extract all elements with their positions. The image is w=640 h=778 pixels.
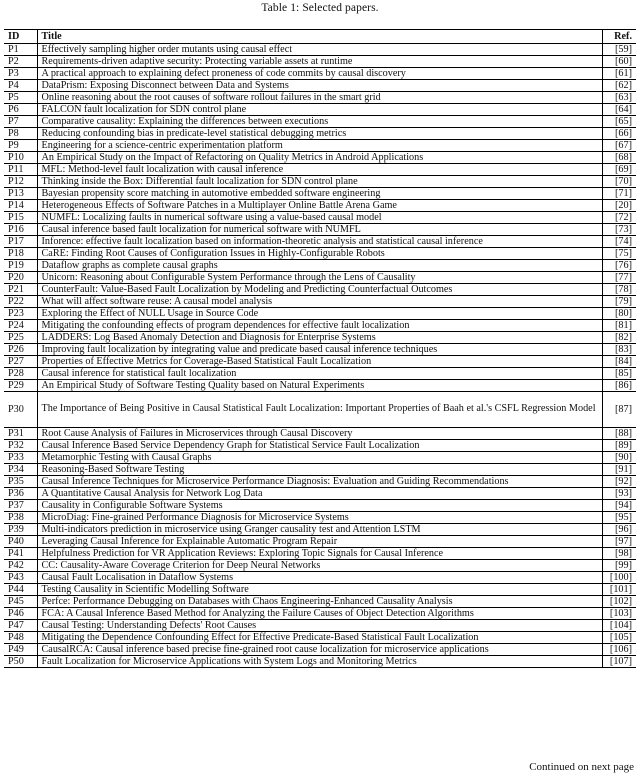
cell-title: Online reasoning about the root causes of software rollout failures in the smart grid: [37, 92, 602, 104]
table-row: [4, 140, 636, 152]
cell-id: P33: [4, 451, 37, 463]
table-row: [4, 80, 636, 92]
cell-id: P9: [4, 140, 37, 152]
cell-title: Reasoning-Based Software Testing: [37, 463, 602, 475]
cell-ref: [99]: [602, 559, 636, 571]
cell-ref: [100]: [602, 571, 636, 583]
cell-ref: [69]: [602, 164, 636, 176]
cell-id: P34: [4, 463, 37, 475]
table-row: [4, 260, 636, 272]
table-row: [4, 392, 636, 428]
cell-title: Testing Causality in Scientific Modelling Software: [37, 583, 602, 595]
cell-title: An Empirical Study of Software Testing Quality based on Natural Experiments: [37, 380, 602, 392]
table-row: [4, 152, 636, 164]
cell-title: Reducing confounding bias in predicate-level statistical debugging metrics: [37, 128, 602, 140]
continued-note: Continued on next page: [529, 761, 634, 773]
cell-ref: [67]: [602, 140, 636, 152]
cell-id: P22: [4, 296, 37, 308]
cell-id: P38: [4, 511, 37, 523]
cell-ref: [107]: [602, 655, 636, 667]
cell-ref: [65]: [602, 116, 636, 128]
table-caption: Table 1: Selected papers.: [261, 2, 379, 14]
cell-ref: [61]: [602, 68, 636, 80]
cell-ref: [83]: [602, 344, 636, 356]
table-row: [4, 643, 636, 655]
table-row: [4, 236, 636, 248]
cell-id: P28: [4, 368, 37, 380]
cell-ref: [78]: [602, 284, 636, 296]
cell-id: P15: [4, 212, 37, 224]
cell-ref: [81]: [602, 320, 636, 332]
cell-id: P20: [4, 272, 37, 284]
cell-ref: [101]: [602, 583, 636, 595]
cell-id: P48: [4, 631, 37, 643]
cell-title: DataPrism: Exposing Disconnect between Data and Systems: [37, 80, 602, 92]
cell-id: P17: [4, 236, 37, 248]
cell-ref: [97]: [602, 535, 636, 547]
table-row: [4, 463, 636, 475]
cell-ref: [80]: [602, 308, 636, 320]
cell-ref: [98]: [602, 547, 636, 559]
cell-title: CounterFault: Value-Based Fault Localization by Modeling and Predicting Counterfactual Outcomes: [37, 284, 602, 296]
cell-title: A practical approach to explaining defect proneness of code commits by causal discovery: [37, 68, 602, 80]
cell-ref: [95]: [602, 511, 636, 523]
cell-id: P50: [4, 655, 37, 667]
cell-ref: [71]: [602, 188, 636, 200]
table-row: [4, 188, 636, 200]
cell-title: FALCON fault localization for SDN control plane: [37, 104, 602, 116]
cell-ref: [82]: [602, 332, 636, 344]
cell-id: P45: [4, 595, 37, 607]
table-row: [4, 248, 636, 260]
cell-id: P1: [4, 44, 37, 56]
table-row: [4, 296, 636, 308]
cell-title: Multi-indicators prediction in microservice using Granger causality test and Attention LSTM: [37, 523, 602, 535]
cell-ref: [94]: [602, 499, 636, 511]
table-row: [4, 176, 636, 188]
cell-title: MFL: Method-level fault localization with causal inference: [37, 164, 602, 176]
cell-title: FCA: A Causal Inference Based Method for Analyzing the Failure Causes of Object Detection Algorithms: [37, 607, 602, 619]
table-row: [4, 272, 636, 284]
cell-id: P7: [4, 116, 37, 128]
cell-ref: [79]: [602, 296, 636, 308]
cell-ref: [89]: [602, 439, 636, 451]
cell-ref: [20]: [602, 200, 636, 212]
cell-ref: [72]: [602, 212, 636, 224]
table-row: [4, 523, 636, 535]
cell-ref: [68]: [602, 152, 636, 164]
table-row: [4, 380, 636, 392]
cell-ref: [66]: [602, 128, 636, 140]
table-row: [4, 224, 636, 236]
table-row: [4, 535, 636, 547]
cell-title: Helpfulness Prediction for VR Application Reviews: Exploring Topic Signals for Causal Inference: [37, 547, 602, 559]
cell-title: Causal Inference Based Service Dependency Graph for Statistical Service Fault Localization: [37, 439, 602, 451]
table-row: [4, 595, 636, 607]
header-title: Title: [37, 30, 602, 44]
cell-id: P11: [4, 164, 37, 176]
cell-id: P39: [4, 523, 37, 535]
table-row: [4, 427, 636, 439]
cell-ref: [104]: [602, 619, 636, 631]
cell-id: P2: [4, 56, 37, 68]
table-row: [4, 655, 636, 667]
cell-title: Thinking inside the Box: Differential fault localization for SDN control plane: [37, 176, 602, 188]
cell-id: P37: [4, 499, 37, 511]
table-row: [4, 68, 636, 80]
cell-ref: [70]: [602, 176, 636, 188]
cell-ref: [102]: [602, 595, 636, 607]
cell-id: P27: [4, 356, 37, 368]
table-row: [4, 499, 636, 511]
cell-title: NUMFL: Localizing faults in numerical software using a value-based causal model: [37, 212, 602, 224]
cell-title: Requirements-driven adaptive security: Protecting variable assets at runtime: [37, 56, 602, 68]
cell-id: P36: [4, 487, 37, 499]
table-row: [4, 344, 636, 356]
table-row: [4, 571, 636, 583]
cell-ref: [73]: [602, 224, 636, 236]
cell-id: P40: [4, 535, 37, 547]
cell-title: Dataflow graphs as complete causal graphs: [37, 260, 602, 272]
cell-id: P21: [4, 284, 37, 296]
cell-id: P18: [4, 248, 37, 260]
table-row: [4, 475, 636, 487]
cell-title: Properties of Effective Metrics for Coverage-Based Statistical Fault Localization: [37, 356, 602, 368]
cell-title: Causality in Configurable Software Systems: [37, 499, 602, 511]
cell-id: P47: [4, 619, 37, 631]
table-row: [4, 116, 636, 128]
cell-ref: [92]: [602, 475, 636, 487]
cell-id: P25: [4, 332, 37, 344]
cell-title: Metamorphic Testing with Causal Graphs: [37, 451, 602, 463]
cell-id: P24: [4, 320, 37, 332]
cell-title: Unicorn: Reasoning about Configurable System Performance through the Lens of Causality: [37, 272, 602, 284]
table-row: [4, 104, 636, 116]
cell-title: Causal inference for statistical fault localization: [37, 368, 602, 380]
cell-id: P3: [4, 68, 37, 80]
table-row: [4, 200, 636, 212]
cell-title: Causal Testing: Understanding Defects' Root Causes: [37, 619, 602, 631]
cell-title: What will affect software reuse: A causal model analysis: [37, 296, 602, 308]
cell-id: P43: [4, 571, 37, 583]
table-row: [4, 320, 636, 332]
cell-ref: [91]: [602, 463, 636, 475]
cell-title: CausalRCA: Causal inference based precise fine-grained root cause localization for microservice applications: [37, 643, 602, 655]
cell-ref: [90]: [602, 451, 636, 463]
cell-ref: [77]: [602, 272, 636, 284]
cell-id: P49: [4, 643, 37, 655]
cell-ref: [93]: [602, 487, 636, 499]
cell-title: CC: Causality-Aware Coverage Criterion for Deep Neural Networks: [37, 559, 602, 571]
table-row: [4, 559, 636, 571]
cell-id: P16: [4, 224, 37, 236]
cell-id: P5: [4, 92, 37, 104]
cell-id: P44: [4, 583, 37, 595]
cell-ref: [64]: [602, 104, 636, 116]
cell-ref: [96]: [602, 523, 636, 535]
table-body: [4, 44, 636, 668]
table-row: [4, 631, 636, 643]
cell-id: P30: [4, 392, 37, 428]
cell-id: P13: [4, 188, 37, 200]
cell-title: Leveraging Causal Inference for Explainable Automatic Program Repair: [37, 535, 602, 547]
table-row: [4, 451, 636, 463]
table-row: [4, 619, 636, 631]
cell-id: P14: [4, 200, 37, 212]
table-row: [4, 284, 636, 296]
cell-title: Causal Inference Techniques for Microservice Performance Diagnosis: Evaluation and Guiding Recommendations: [37, 475, 602, 487]
table-row: [4, 356, 636, 368]
cell-title: LADDERS: Log Based Anomaly Detection and Diagnosis for Enterprise Systems: [37, 332, 602, 344]
cell-id: P19: [4, 260, 37, 272]
table-row: [4, 583, 636, 595]
cell-title: MicroDiag: Fine-grained Performance Diagnosis for Microservice Systems: [37, 511, 602, 523]
table-row: [4, 607, 636, 619]
cell-id: P8: [4, 128, 37, 140]
table-header-row: [4, 30, 636, 44]
table-row: [4, 511, 636, 523]
cell-title: Engineering for a science-centric experimentation platform: [37, 140, 602, 152]
cell-ref: [106]: [602, 643, 636, 655]
cell-id: P26: [4, 344, 37, 356]
cell-title: Bayesian propensity score matching in automotive embedded software engineering: [37, 188, 602, 200]
cell-ref: [74]: [602, 236, 636, 248]
cell-ref: [86]: [602, 380, 636, 392]
cell-id: P41: [4, 547, 37, 559]
table-row: [4, 44, 636, 56]
cell-ref: [60]: [602, 56, 636, 68]
table-row: [4, 308, 636, 320]
table-row: [4, 439, 636, 451]
cell-title: The Importance of Being Positive in Causal Statistical Fault Localization: Important Properties of Baah et al.'s CSFL Regression Model: [37, 392, 602, 428]
cell-ref: [59]: [602, 44, 636, 56]
table-row: [4, 332, 636, 344]
cell-title: Perfce: Performance Debugging on Databases with Chaos Engineering-Enhanced Causality Analysis: [37, 595, 602, 607]
table-row: [4, 547, 636, 559]
cell-ref: [87]: [602, 392, 636, 428]
cell-id: P6: [4, 104, 37, 116]
cell-ref: [76]: [602, 260, 636, 272]
cell-id: P35: [4, 475, 37, 487]
cell-title: Causal Fault Localisation in Dataflow Systems: [37, 571, 602, 583]
cell-title: Causal inference based fault localization for numerical software with NUMFL: [37, 224, 602, 236]
cell-id: P46: [4, 607, 37, 619]
cell-id: P10: [4, 152, 37, 164]
cell-id: P31: [4, 427, 37, 439]
cell-id: P12: [4, 176, 37, 188]
cell-id: P42: [4, 559, 37, 571]
table-row: [4, 92, 636, 104]
table-row: [4, 164, 636, 176]
cell-title: Inforence: effective fault localization based on information-theoretic analysis and statistical causal inference: [37, 236, 602, 248]
cell-title: CaRE: Finding Root Causes of Configuration Issues in Highly-Configurable Robots: [37, 248, 602, 260]
cell-title: Comparative causality: Explaining the differences between executions: [37, 116, 602, 128]
cell-title: A Quantitative Causal Analysis for Network Log Data: [37, 487, 602, 499]
table-row: [4, 128, 636, 140]
cell-ref: [103]: [602, 607, 636, 619]
table-row: [4, 212, 636, 224]
cell-title: Heterogeneous Effects of Software Patches in a Multiplayer Online Battle Arena Game: [37, 200, 602, 212]
selected-papers-table: [4, 29, 636, 668]
cell-title: Mitigating the Dependence Confounding Effect for Effective Predicate-Based Statistical Fault Localization: [37, 631, 602, 643]
cell-ref: [62]: [602, 80, 636, 92]
cell-title: Mitigating the confounding effects of program dependences for effective fault localization: [37, 320, 602, 332]
cell-ref: [105]: [602, 631, 636, 643]
table-row: [4, 487, 636, 499]
cell-title: An Empirical Study on the Impact of Refactoring on Quality Metrics in Android Applications: [37, 152, 602, 164]
cell-title: Improving fault localization by integrating value and predicate based causal inference techniques: [37, 344, 602, 356]
cell-title: Root Cause Analysis of Failures in Microservices through Causal Discovery: [37, 427, 602, 439]
cell-ref: [63]: [602, 92, 636, 104]
cell-id: P29: [4, 380, 37, 392]
cell-title: Exploring the Effect of NULL Usage in Source Code: [37, 308, 602, 320]
cell-ref: [88]: [602, 427, 636, 439]
cell-id: P23: [4, 308, 37, 320]
cell-ref: [75]: [602, 248, 636, 260]
cell-id: P32: [4, 439, 37, 451]
cell-title: Fault Localization for Microservice Applications with System Logs and Monitoring Metrics: [37, 655, 602, 667]
cell-id: P4: [4, 80, 37, 92]
header-ref: Ref.: [602, 30, 636, 44]
cell-title: Effectively sampling higher order mutants using causal effect: [37, 44, 602, 56]
cell-ref: [84]: [602, 356, 636, 368]
cell-ref: [85]: [602, 368, 636, 380]
header-id: ID: [4, 30, 37, 44]
table-row: [4, 368, 636, 380]
table-row: [4, 56, 636, 68]
